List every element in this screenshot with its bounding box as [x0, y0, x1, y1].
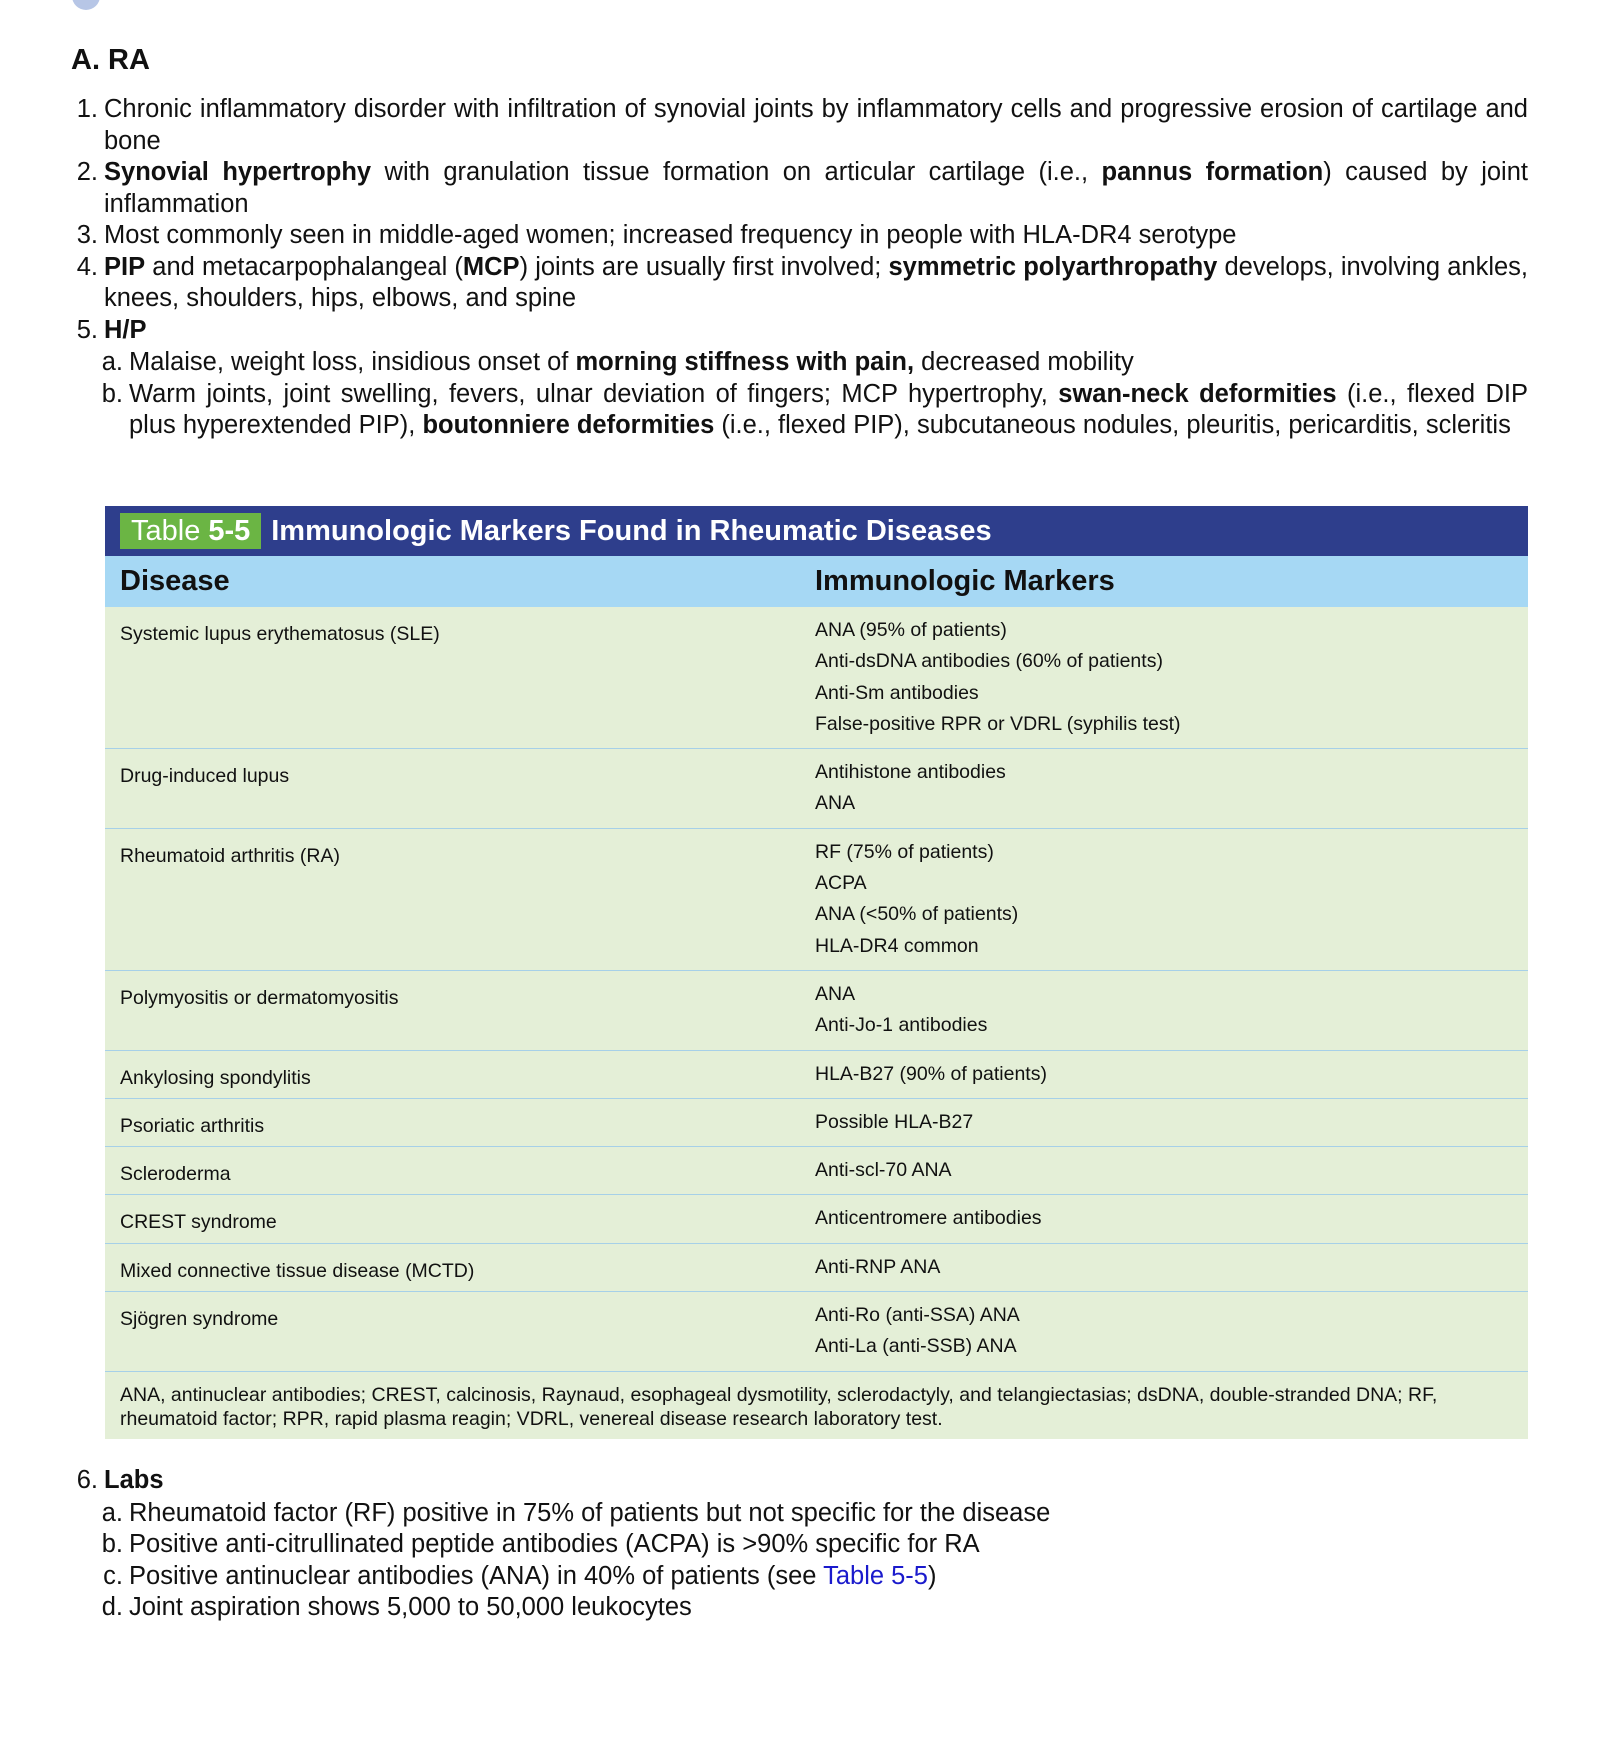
marker-item: Anti-Jo-1 antibodies [815, 1014, 988, 1037]
main-list [0, 94, 1604, 442]
item-text: with granulation tissue formation on articular cartilage (i.e., [371, 158, 1102, 186]
item-number: b. [101, 379, 123, 408]
bold-term: MCP [462, 252, 520, 281]
markers-cell [815, 607, 1528, 748]
marker-item: Anti-scl-70 ANA [815, 1159, 952, 1182]
column-header-markers: Immunologic Markers [815, 565, 1115, 597]
table-row [105, 1147, 1528, 1195]
sub-item-a [101, 347, 1528, 379]
item-text: Positive anti-citrullinated peptide antibodies (ACPA) is >90% specific for RA [129, 1530, 980, 1558]
table-row [105, 1292, 1528, 1372]
markers-cell [815, 749, 1528, 828]
list-item-6 [76, 1465, 1528, 1497]
item-number: c. [103, 1561, 123, 1590]
table-title: Immunologic Markers Found in Rheumatic Diseases [271, 514, 992, 547]
marker-item: Possible HLA-B27 [815, 1110, 974, 1133]
disease-cell: Drug-induced lupus [120, 765, 290, 788]
table-header [105, 556, 1528, 607]
list-item-1 [76, 94, 1528, 157]
disease-cell: Mixed connective tissue disease (MCTD) [120, 1259, 475, 1282]
table-tag-word: Table [131, 514, 201, 547]
markers-cell [815, 829, 1528, 970]
item-text: Joint aspiration shows 5,000 to 50,000 leukocytes [129, 1593, 692, 1621]
marker-item: Anti-RNP ANA [815, 1255, 941, 1278]
item-text: Most commonly seen in middle-aged women; increased frequency in people with HLA-DR4 serotype [104, 221, 1237, 249]
disease-cell: Systemic lupus erythematosus (SLE) [120, 623, 440, 645]
sub-item-a [101, 1498, 1528, 1530]
bold-term: PIP [104, 252, 146, 281]
marker-item: Antihistone antibodies [815, 761, 1006, 784]
column-header-disease: Disease [120, 565, 230, 597]
item-text: Chronic inflammatory disorder with infiltration of synovial joints by inflammatory cells and progressive erosion of cartilage and bone [104, 95, 1528, 155]
item-number: 2. [76, 158, 98, 186]
bold-term: symmetric polyarthropathy [888, 252, 1218, 281]
marker-item: Anti-Sm antibodies [815, 681, 979, 704]
table-row [105, 1244, 1528, 1292]
section-heading: A. RA [71, 44, 150, 76]
item-number: 1. [76, 95, 98, 123]
item-text: develops, involving ankles, knees, shoulders, hips, elbows, and spine [104, 252, 1529, 312]
marker-item: Anti-dsDNA antibodies (60% of patients) [815, 650, 1163, 673]
list-item-3 [76, 220, 1528, 252]
table-row [105, 749, 1528, 829]
bold-term: boutonniere deformities [422, 411, 715, 439]
bold-term: morning stiffness with pain, [575, 348, 915, 376]
list-item-2 [76, 157, 1528, 220]
table-tag-number: 5-5 [208, 514, 251, 547]
markers-cell [815, 1195, 1528, 1242]
marker-item: ANA [815, 792, 856, 815]
table-row [105, 971, 1528, 1051]
item-text: (i.e., flexed DIP plus hyperextended PIP), [129, 379, 1529, 439]
list-item-4 [76, 252, 1529, 315]
item-text: Malaise, weight loss, insidious onset of [129, 348, 576, 376]
disease-cell: Psoriatic arthritis [120, 1114, 265, 1137]
bold-term: swan-neck deformities [1058, 379, 1337, 408]
hp-sublist [0, 347, 1604, 442]
table-title-bar [105, 506, 1528, 556]
marker-item: ANA (95% of patients) [815, 619, 1007, 641]
markers-cell [815, 1051, 1528, 1098]
marker-item: Anticentromere antibodies [815, 1207, 1042, 1230]
item-number: 4. [76, 252, 98, 281]
marker-item: RF (75% of patients) [815, 840, 994, 863]
marker-item: False-positive RPR or VDRL (syphilis test) [815, 712, 1181, 735]
item-number: a. [101, 348, 123, 376]
disease-cell: Polymyositis or dermatomyositis [120, 986, 399, 1009]
disease-cell: Ankylosing spondylitis [120, 1066, 311, 1089]
markers-cell [815, 1099, 1528, 1146]
marker-item: ACPA [815, 872, 867, 895]
marker-item: HLA-DR4 common [815, 934, 979, 957]
item-number: 5. [76, 315, 98, 344]
disease-cell: Scleroderma [120, 1163, 231, 1186]
markers-cell [815, 971, 1528, 1050]
labs-heading: Labs [104, 1466, 164, 1494]
marker-item: ANA (<50% of patients) [815, 903, 1019, 926]
marker-item: ANA [815, 982, 856, 1005]
marker-item: Anti-La (anti-SSB) ANA [815, 1335, 1017, 1358]
item-text: Rheumatoid factor (RF) positive in 75% of patients but not specific for the disease [129, 1498, 1051, 1527]
item-text: decreased mobility [914, 348, 1134, 376]
item-text: Warm joints, joint swelling, fevers, ulnar deviation of fingers; MCP hypertrophy, [129, 379, 1059, 408]
table-row [105, 1195, 1528, 1243]
markers-cell [815, 1147, 1528, 1194]
marker-item: HLA-B27 (90% of patients) [815, 1062, 1047, 1085]
page-corner-mark [72, 0, 100, 10]
table-row [105, 1051, 1528, 1099]
sub-item-b [101, 1529, 1528, 1561]
item-number: a. [101, 1498, 123, 1527]
item-number: d. [101, 1593, 123, 1621]
bold-term: Synovial hypertrophy [104, 158, 372, 186]
item-number: b. [101, 1530, 123, 1558]
item-text: and metacarpophalangeal ( [145, 252, 463, 281]
item-text: ) joints are usually first involved; [519, 252, 889, 281]
table-row [105, 1099, 1528, 1147]
immunologic-markers-table [105, 506, 1528, 1439]
sub-item-b [101, 379, 1529, 442]
sub-item-d [101, 1592, 1528, 1624]
labs-sublist [0, 1498, 1604, 1624]
bold-term: pannus formation [1101, 158, 1324, 186]
table-row [105, 607, 1528, 749]
item-number: 3. [76, 221, 98, 249]
list-item-5 [76, 315, 1528, 347]
item-text: ) caused by joint inflammation [104, 158, 1528, 218]
table-reference-link[interactable]: Table 5-5 [823, 1561, 928, 1590]
marker-item: Anti-Ro (anti-SSA) ANA [815, 1304, 1020, 1327]
markers-cell [815, 1244, 1528, 1291]
item-text: (i.e., flexed PIP), subcutaneous nodules, pleuritis, pericarditis, scleritis [714, 411, 1511, 439]
disease-cell: Sjögren syndrome [120, 1308, 279, 1331]
disease-cell: CREST syndrome [120, 1211, 277, 1234]
item-text: Positive antinuclear antibodies (ANA) in 40% of patients (see [129, 1561, 824, 1590]
sub-item-c [103, 1561, 1528, 1593]
labs-list [0, 1465, 1604, 1624]
table-number-tag [120, 513, 261, 549]
item-number: 6. [76, 1466, 98, 1494]
item-text: ) [927, 1561, 937, 1590]
markers-cell [815, 1292, 1528, 1371]
table-footnote: ANA, antinuclear antibodies; CREST, calcinosis, Raynaud, esophageal dysmotility, sclerodactyly, and telangiectasias; dsDNA, double-stranded DNA; RF, rheumatoid factor; RPR, rapid plasma reagin; VDRL, venereal disease research laboratory test. [120, 1383, 1438, 1430]
table-row [105, 829, 1528, 971]
bold-term: H/P [104, 315, 147, 344]
table-body [105, 607, 1528, 1372]
disease-cell: Rheumatoid arthritis (RA) [120, 844, 340, 867]
